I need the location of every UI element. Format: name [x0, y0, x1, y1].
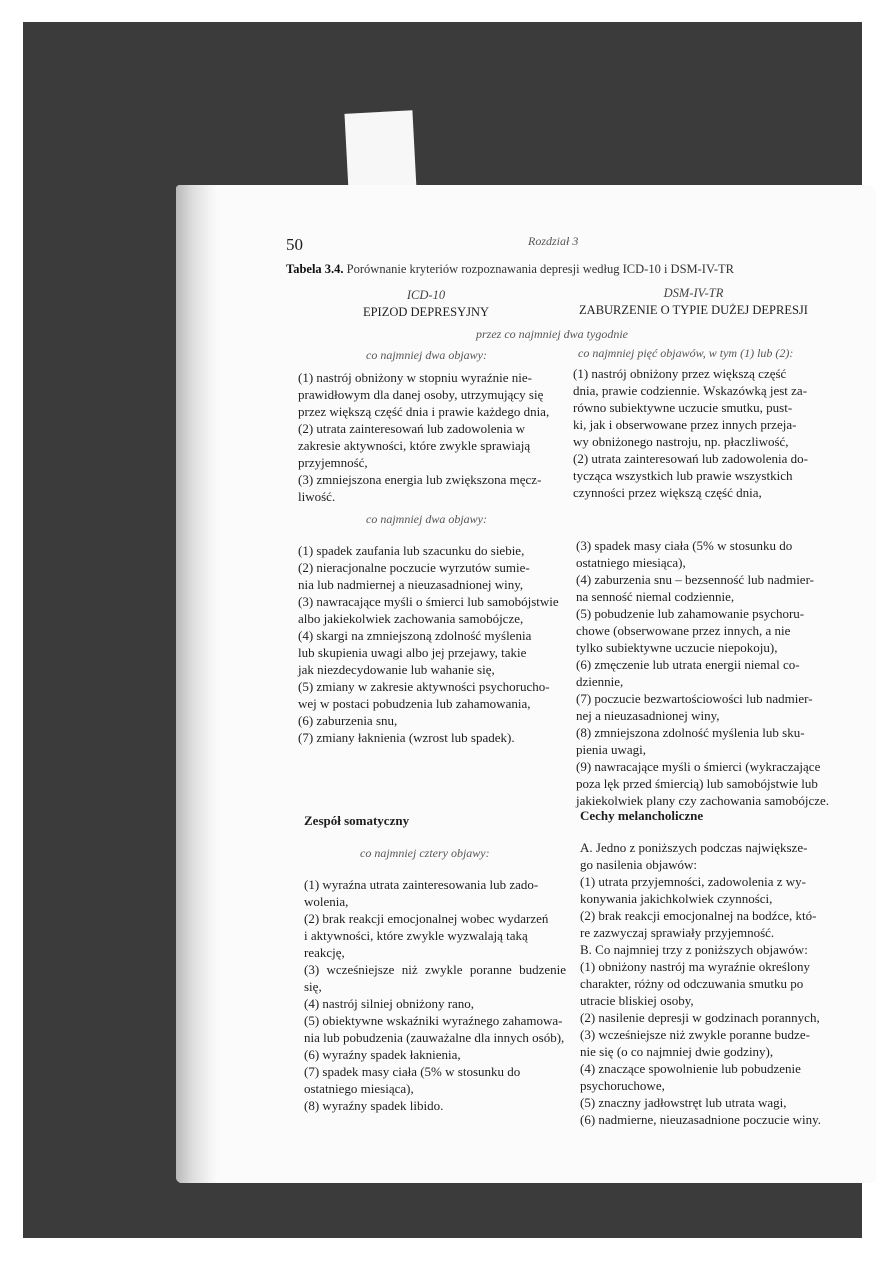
duration-criterion: przez co najmniej dwa tygodnie	[476, 327, 628, 341]
criteria-line: (6) zmęczenie lub utrata energii niemal co-	[576, 657, 800, 672]
criteria-line: konywania jakichkolwiek czynności,	[580, 891, 773, 906]
criteria-line: jak niezdecydowanie lub wahanie się,	[298, 662, 495, 677]
criteria-line: wej w postaci pobudzenia lub zahamowania,	[298, 696, 531, 711]
criteria-line: (3) zmniejszona energia lub zwiększona męcz-	[298, 472, 542, 487]
criteria-line: (2) brak reakcji emocjonalnej wobec wydarzeń	[304, 911, 549, 926]
criteria-line: (1) spadek zaufania lub szacunku do siebie,	[298, 543, 525, 558]
criteria-line: (5) pobudzenie lub zahamowanie psychoru-	[576, 606, 805, 621]
table-label: Tabela 3.4.	[286, 262, 344, 276]
criteria-line: B. Co najmniej trzy z poniższych objawów:	[580, 942, 808, 957]
criteria-line: (3) nawracające myśli o śmierci lub samobójstwie	[298, 594, 559, 609]
criteria-line: (7) poczucie bezwartościowości lub nadmier-	[576, 691, 813, 706]
criteria-line: równo subiektywne uczucie smutku, pust-	[573, 400, 793, 415]
criteria-line: ki, jak i obserwowane przez innych przeja-	[573, 417, 797, 432]
icd-subheading-1: co najmniej dwa objawy:	[366, 348, 487, 362]
criteria-line: ostatniego miesiąca),	[304, 1081, 414, 1096]
criteria-line: poza lęk przed śmiercią) lub samobójstwie lub	[576, 776, 818, 791]
icd-criteria-block-1	[298, 369, 560, 505]
criteria-line: (5) obiektywne wskaźniki wyraźnego zahamowa-	[304, 1013, 563, 1028]
criteria-line: chowe (obserwowane przez innych, a nie	[576, 623, 791, 638]
criteria-line: (4) zaburzenia snu – bezsenność lub nadmier-	[576, 572, 814, 587]
criteria-line: (6) wyraźny spadek łaknienia,	[304, 1047, 461, 1062]
book-page	[176, 185, 876, 1183]
dsm-criteria-block-1	[573, 365, 835, 501]
criteria-line: przez większą część dnia i prawie każdego dnia,	[298, 404, 550, 419]
criteria-line: (1) wyraźna utrata zainteresowania lub zado-	[304, 877, 539, 892]
dsm-disorder-name: ZABURZENIE O TYPIE DUŻEJ DEPRESJI	[579, 303, 808, 317]
dsm-subheading-1: co najmniej pięć objawów, w tym (1) lub (2):	[578, 346, 794, 360]
criteria-line: (3) wcześniejsze niż zwykle poranne budzenie się,	[304, 962, 566, 994]
criteria-line: dnia, prawie codziennie. Wskazówką jest za-	[573, 383, 808, 398]
dsm-column-header	[561, 285, 826, 319]
table-caption	[286, 261, 734, 278]
icd-subheading-3: co najmniej cztery objawy:	[360, 846, 490, 860]
criteria-line: liwość.	[298, 489, 336, 504]
criteria-line: (2) utrata zainteresowań lub zadowolenia do-	[573, 451, 808, 466]
criteria-line: (1) nastrój obniżony w stopniu wyraźnie nie-	[298, 370, 532, 385]
criteria-line: (4) nastrój silniej obniżony rano,	[304, 996, 475, 1011]
criteria-line: (3) wcześniejsze niż zwykle poranne budze-	[580, 1027, 810, 1042]
criteria-line: pienia uwagi,	[576, 742, 647, 757]
criteria-line: psychoruchowe,	[580, 1078, 665, 1093]
criteria-line: ostatniego miesiąca),	[576, 555, 686, 570]
criteria-line: go nasilenia objawów:	[580, 857, 697, 872]
criteria-line: (8) wyraźny spadek libido.	[304, 1098, 444, 1113]
page-number: 50	[286, 235, 303, 254]
criteria-line: (1) nastrój obniżony przez większą część	[573, 366, 787, 381]
dsm-criteria-block-2	[576, 537, 838, 809]
criteria-line: re zazwyczaj sprawiały przyjemność.	[580, 925, 775, 940]
criteria-line: (5) zmiany w zakresie aktywności psychorucho-	[298, 679, 550, 694]
running-head: Rozdział 3	[528, 234, 579, 248]
criteria-line: lub skupienia uwagi albo jej przejawy, takie	[298, 645, 527, 660]
criteria-line: dziennie,	[576, 674, 624, 689]
dsm-system-name: DSM-IV-TR	[663, 286, 724, 300]
criteria-line: (6) nadmierne, nieuzasadnione poczucie winy.	[580, 1112, 822, 1127]
criteria-line: wolenia,	[304, 894, 349, 909]
criteria-line: na senność niemal codziennie,	[576, 589, 735, 604]
dsm-criteria-block-3	[580, 839, 842, 1128]
icd-criteria-block-3	[304, 876, 566, 1114]
criteria-line: (4) skargi na zmniejszoną zdolność myślenia	[298, 628, 532, 643]
criteria-line: (2) nasilenie depresji w godzinach porannych,	[580, 1010, 820, 1025]
icd-column-header	[316, 287, 536, 321]
criteria-line: (2) brak reakcji emocjonalnej na bodźce, któ-	[580, 908, 817, 923]
criteria-line: A. Jedno z poniższych podczas największe-	[580, 840, 808, 855]
icd-section-heading: Zespół somatyczny	[304, 813, 410, 828]
criteria-line: albo jakiekolwiek zachowania samobójcze,	[298, 611, 524, 626]
page-gutter-shadow	[176, 185, 218, 1183]
criteria-line: utracie bliskiej osoby,	[580, 993, 694, 1008]
criteria-line: (9) nawracające myśli o śmierci (wykraczające	[576, 759, 821, 774]
criteria-line: jakiekolwiek plany czy zachowania samobójcze.	[576, 793, 830, 808]
criteria-line: (2) utrata zainteresowań lub zadowolenia w	[298, 421, 526, 436]
criteria-line: zakresie aktywności, które zwykle sprawiają	[298, 438, 531, 453]
criteria-line: (2) nieracjonalne poczucie wyrzutów sumie-	[298, 560, 530, 575]
criteria-line: tylko subiektywne uczucie niepokoju),	[576, 640, 778, 655]
dsm-section-heading: Cechy melancholiczne	[580, 808, 704, 823]
criteria-line: (3) spadek masy ciała (5% w stosunku do	[576, 538, 793, 553]
criteria-line: (7) zmiany łaknienia (wzrost lub spadek).	[298, 730, 515, 745]
criteria-line: wy obniżonego nastroju, np. płaczliwość,	[573, 434, 789, 449]
icd-disorder-name: EPIZOD DEPRESYJNY	[362, 305, 490, 319]
criteria-line: nie się (o co najmniej dwie godziny),	[580, 1044, 774, 1059]
criteria-line: i aktywności, które zwykle wyzwalają taką	[304, 928, 528, 943]
criteria-line: nej a nieuzasadnionej winy,	[576, 708, 720, 723]
criteria-line: czynności przez większą część dnia,	[573, 485, 762, 500]
criteria-line: (1) utrata przyjemności, zadowolenia z wy-	[580, 874, 806, 889]
criteria-line: charakter, różny od odczuwania smutku po	[580, 976, 804, 991]
icd-subheading-2: co najmniej dwa objawy:	[366, 512, 487, 526]
icd-criteria-block-2	[298, 542, 560, 746]
criteria-line: przyjemność,	[298, 455, 368, 470]
criteria-line: nia lub nadmiernej a nieuzasadnionej winy,	[298, 577, 524, 592]
criteria-line: (4) znaczące spowolnienie lub pobudzenie	[580, 1061, 801, 1076]
criteria-line: prawidłowym dla danej osoby, utrzymujący się	[298, 387, 544, 402]
criteria-line: nia lub pobudzenia (zauważalne dla innych osób),	[304, 1030, 565, 1045]
icd-system-name: ICD-10	[406, 288, 446, 302]
criteria-line: (5) znaczny jadłowstręt lub utrata wagi,	[580, 1095, 787, 1110]
criteria-line: (8) zmniejszona zdolność myślenia lub sku-	[576, 725, 805, 740]
criteria-line: reakcję,	[304, 945, 345, 960]
criteria-line: (1) obniżony nastrój ma wyraźnie określony	[580, 959, 810, 974]
criteria-line: tycząca wszystkich lub prawie wszystkich	[573, 468, 793, 483]
table-caption-text: Porównanie kryteriów rozpoznawania depresji według ICD-10 i DSM-IV-TR	[346, 262, 734, 276]
criteria-line: (6) zaburzenia snu,	[298, 713, 398, 728]
criteria-line: (7) spadek masy ciała (5% w stosunku do	[304, 1064, 521, 1079]
